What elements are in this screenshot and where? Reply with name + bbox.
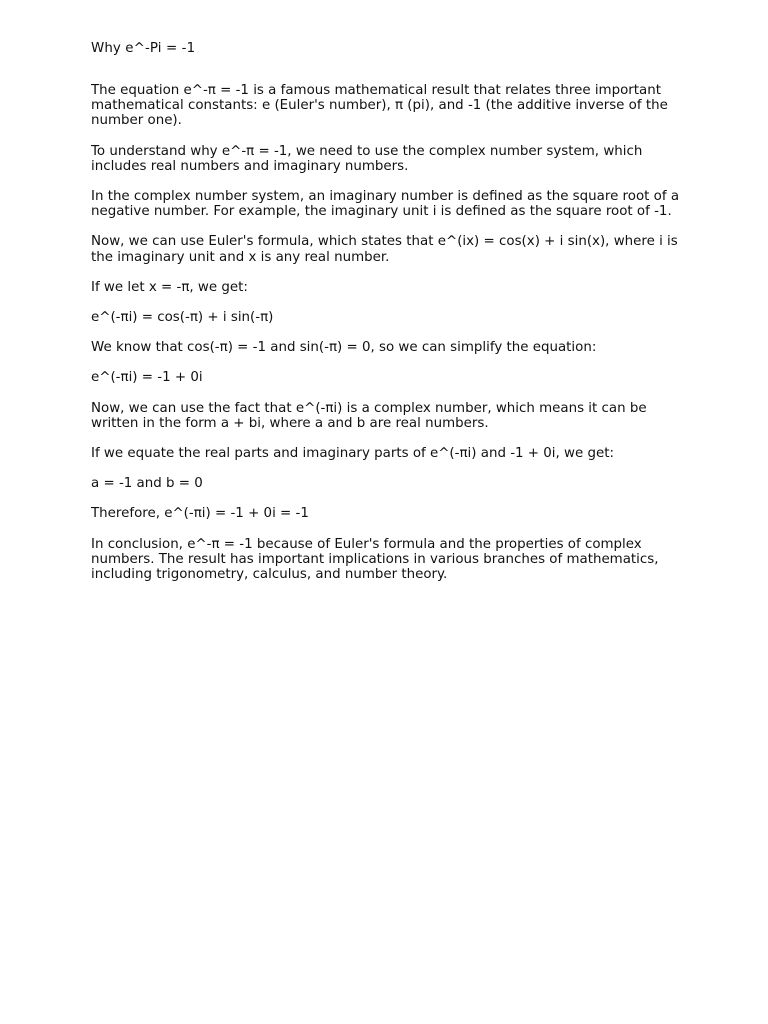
paragraph-imaginary-definition: In the complex number system, an imaginary number is defined as the square root of a negative number. For example, the imaginary unit i is defined as the square root of -1. [91,189,680,220]
document-title: Why e^-Pi = -1 [91,41,196,56]
equation-substitution: e^(-πi) = cos(-π) + i sin(-π) [91,310,274,326]
paragraph-complex-system: To understand why e^-π = -1, we need to use the complex number system, which includes real numbers and imaginary numbers. [91,143,643,174]
document-page [91,41,691,597]
equation-therefore: Therefore, e^(-πi) = -1 + 0i = -1 [91,506,309,522]
paragraph-complex-form: Now, we can use the fact that e^(-πi) is a complex number, which means it can be written in the form a + bi, where a and b are real numbers. [91,400,647,431]
equation-simplified: e^(-πi) = -1 + 0i [91,370,203,386]
equation-a-b: a = -1 and b = 0 [91,476,203,492]
paragraph-intro: The equation e^-π = -1 is a famous mathematical result that relates three important mathematical constants: e (Euler's number), π (pi), and -1 (the additive inverse of the number one). [91,83,668,129]
paragraph-simplify: We know that cos(-π) = -1 and sin(-π) = 0, so we can simplify the equation: [91,340,597,356]
paragraph-euler-formula: Now, we can use Euler's formula, which states that e^(ix) = cos(x) + i sin(x), where i is the imaginary unit and x is any real number. [91,234,678,265]
paragraph-let-x: If we let x = -π, we get: [91,279,248,295]
paragraph-equate-parts: If we equate the real parts and imaginary parts of e^(-πi) and -1 + 0i, we get: [91,446,614,462]
paragraph-conclusion: In conclusion, e^-π = -1 because of Euler's formula and the properties of complex numbers. The result has important implications in various branches of mathematics, including trigonometry, calculus, and number theory. [91,536,659,583]
